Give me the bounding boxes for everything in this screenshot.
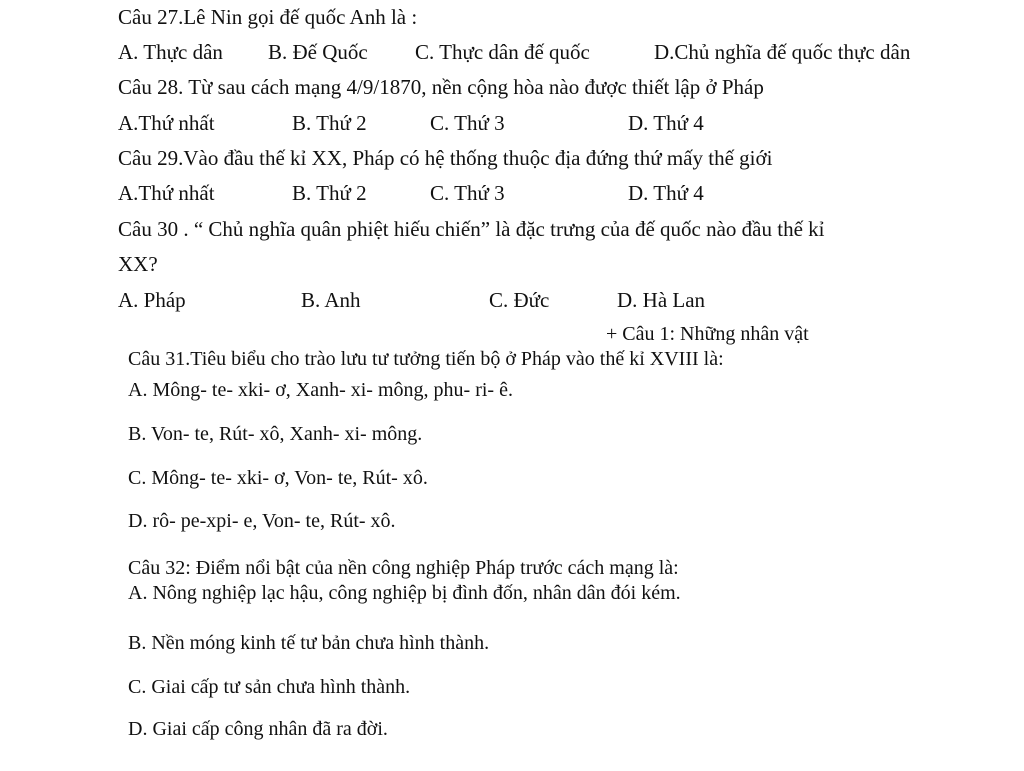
q32-question: Câu 32: Điểm nổi bật của nền công nghiệp Pháp trước cách mạng là:	[128, 557, 679, 579]
q29-option-d: D. Thứ 4	[628, 181, 704, 205]
q30-question-line2: XX?	[118, 252, 158, 276]
q27-option-c: C. Thực dân đế quốc	[415, 40, 590, 64]
q29-option-a: A.Thứ nhất	[118, 181, 215, 205]
q28-option-d: D. Thứ 4	[628, 111, 704, 135]
q31-option-c: C. Mông- te- xki- ơ, Von- te, Rút- xô.	[128, 467, 428, 489]
q29-option-c: C. Thứ 3	[430, 181, 505, 205]
q30-option-a: A. Pháp	[118, 288, 186, 312]
q30-option-b: B. Anh	[301, 288, 361, 312]
q28-question: Câu 28. Từ sau cách mạng 4/9/1870, nền cộng hòa nào được thiết lập ở Pháp	[118, 75, 764, 99]
q27-question: Câu 27.Lê Nin gọi đế quốc Anh là :	[118, 5, 418, 29]
q32-option-b: B. Nền móng kinh tế tư bản chưa hình thành.	[128, 632, 490, 654]
q28-option-a: A.Thứ nhất	[118, 111, 215, 135]
section-note: + Câu 1: Những nhân vật	[606, 323, 809, 345]
q31-option-d: D. rô- pe-xpi- e, Von- te, Rút- xô.	[128, 510, 396, 532]
q27-option-a: A. Thực dân	[118, 40, 223, 64]
q27-option-d: D.Chủ nghĩa đế quốc thực dân	[654, 40, 911, 64]
q27-option-b: B. Đế Quốc	[268, 40, 368, 64]
q32-option-a: A. Nông nghiệp lạc hậu, công nghiệp bị đình đốn, nhân dân đói kém.	[128, 582, 681, 604]
q28-option-c: C. Thứ 3	[430, 111, 505, 135]
q29-question: Câu 29.Vào đầu thế kỉ XX, Pháp có hệ thống thuộc địa đứng thứ mấy thế giới	[118, 146, 773, 170]
q30-question-line1: Câu 30 . “ Chủ nghĩa quân phiệt hiếu chiến” là đặc trưng của đế quốc nào đầu thế kỉ	[118, 217, 825, 241]
q31-question: Câu 31.Tiêu biểu cho trào lưu tư tưởng tiến bộ ở Pháp vào thế kỉ XVIII là:	[128, 348, 724, 370]
q31-option-b: B. Von- te, Rút- xô, Xanh- xi- mông.	[128, 423, 423, 445]
q32-option-c: C. Giai cấp tư sản chưa hình thành.	[128, 676, 411, 698]
q31-option-a: A. Mông- te- xki- ơ, Xanh- xi- mông, phu- ri- ê.	[128, 379, 513, 401]
q29-option-b: B. Thứ 2	[292, 181, 367, 205]
q30-option-d: D. Hà Lan	[617, 288, 706, 312]
q28-option-b: B. Thứ 2	[292, 111, 367, 135]
q30-option-c: C. Đức	[489, 288, 550, 312]
q32-option-d: D. Giai cấp công nhân đã ra đời.	[128, 718, 388, 740]
